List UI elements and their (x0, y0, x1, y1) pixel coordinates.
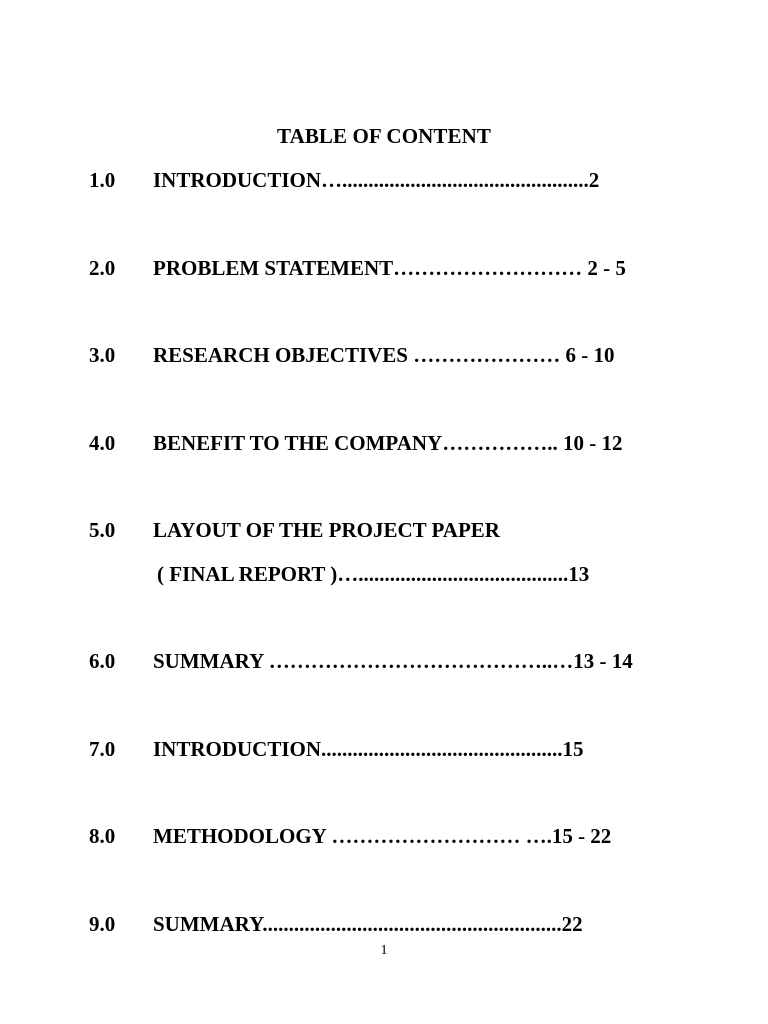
toc-entry-number: 4.0 (89, 431, 116, 455)
toc-entry-text: INTRODUCTION…...............................................2 (153, 168, 600, 192)
page-number: 1 (380, 943, 388, 958)
toc-entry-4 (0, 431, 768, 461)
toc-entry-1 (0, 168, 768, 198)
toc-entry-3 (0, 343, 768, 373)
toc-entry-text: LAYOUT OF THE PROJECT PAPER (153, 518, 500, 542)
toc-entry-text: PROBLEM STATEMENT……………………… 2 - 5 (153, 256, 626, 280)
toc-entry-6 (0, 649, 768, 679)
toc-entry-number: 7.0 (89, 737, 116, 761)
toc-entry-number: 2.0 (89, 256, 116, 280)
toc-entry-number: 5.0 (89, 518, 116, 542)
toc-entry-7 (0, 737, 768, 767)
toc-entry-text: BENEFIT TO THE COMPANY…………….. 10 - 12 (153, 431, 623, 455)
toc-entry-text: SUMMARY …………………………………..…13 - 14 (153, 649, 633, 673)
toc-entry-number: 6.0 (89, 649, 116, 673)
toc-entry-2 (0, 256, 768, 286)
toc-entry-number: 1.0 (89, 168, 116, 192)
toc-entry-text: INTRODUCTION..............................................15 (153, 737, 584, 761)
toc-entry-text: METHODOLOGY ……………………… ….15 - 22 (153, 824, 612, 848)
toc-entry-number: 8.0 (89, 824, 116, 848)
toc-entry-continuation-text: ( FINAL REPORT )…........................................13 (157, 562, 590, 586)
toc-entry-text: RESEARCH OBJECTIVES ………………… 6 - 10 (153, 343, 615, 367)
toc-entry-8 (0, 824, 768, 854)
toc-entry-text: SUMMARY.........................................................22 (153, 912, 583, 936)
toc-entry-5-continuation (0, 562, 768, 592)
toc-entry-5 (0, 518, 768, 548)
toc-entry-9 (0, 912, 768, 942)
toc-title: TABLE OF CONTENT (277, 124, 491, 148)
toc-entry-number: 9.0 (89, 912, 116, 936)
toc-entry-number: 3.0 (89, 343, 116, 367)
